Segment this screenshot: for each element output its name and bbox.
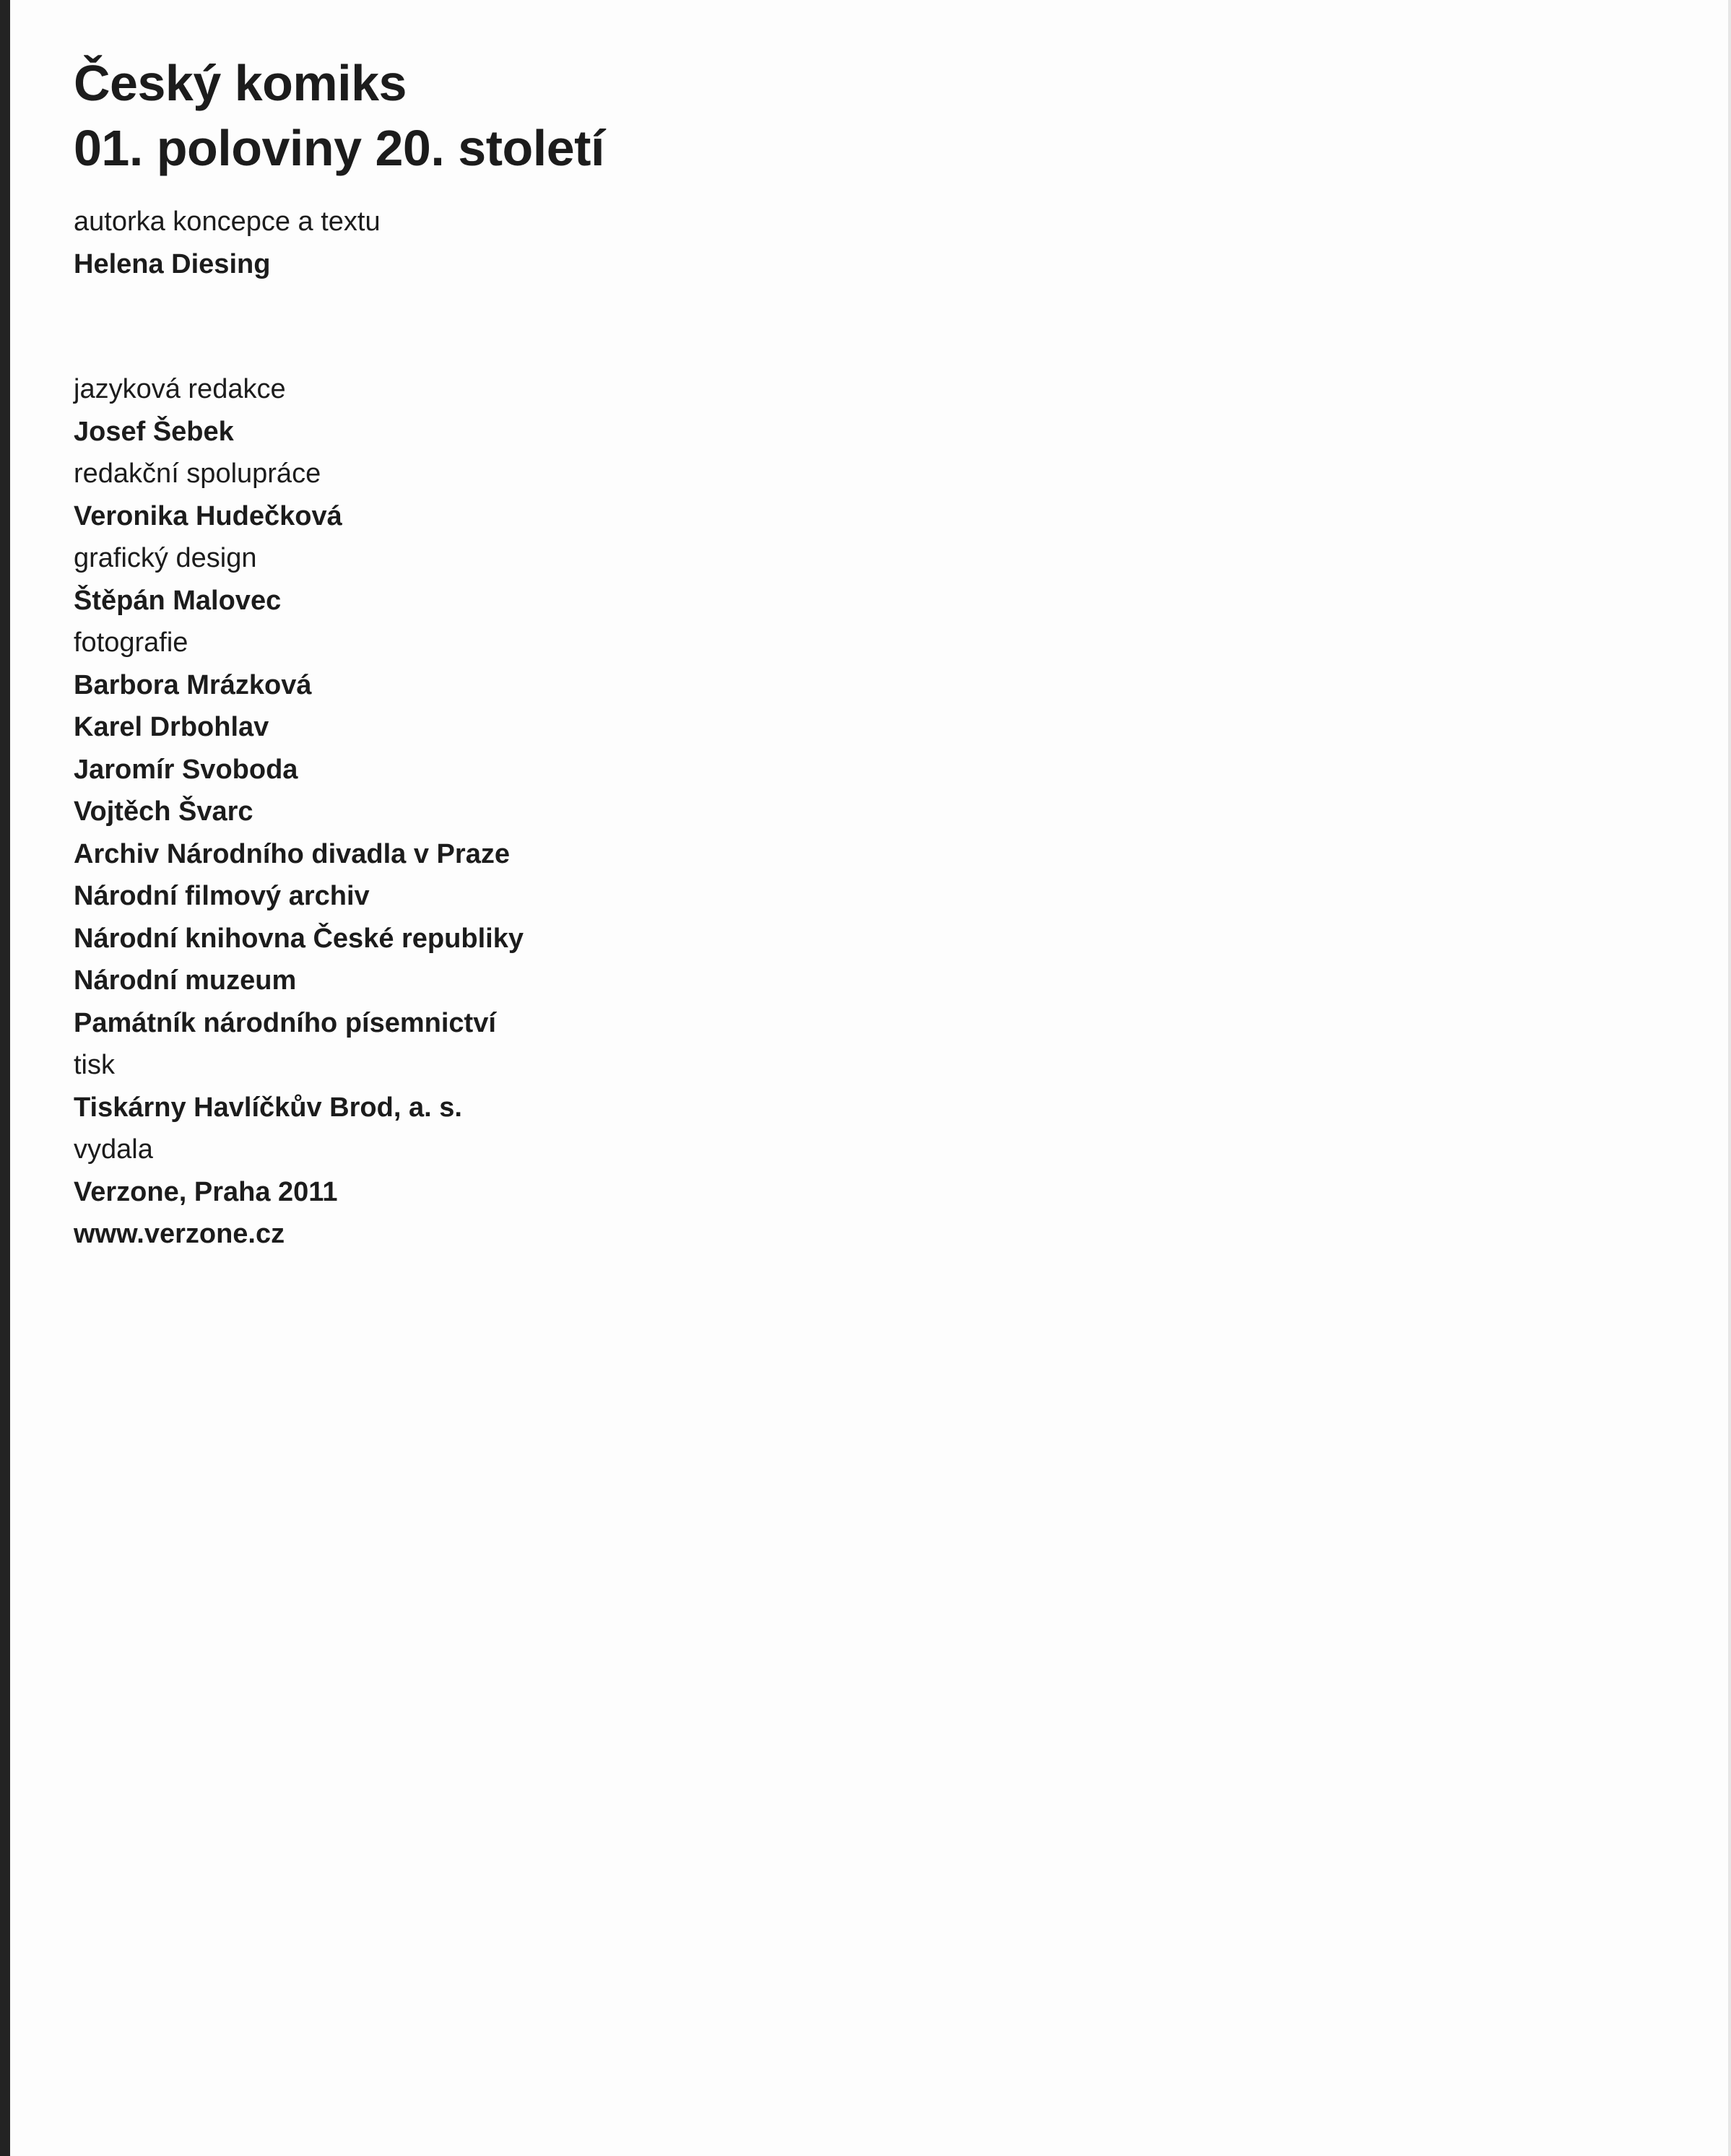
- credit-name: Verzone, Praha 2011: [74, 1176, 338, 1207]
- credit-name: Národní muzeum: [74, 965, 297, 996]
- page-spine-edge: [0, 0, 10, 2156]
- credit-name: Josef Šebek: [74, 416, 234, 447]
- credits-list: [74, 368, 1085, 1256]
- credit-label-print: tisk: [74, 1050, 115, 1080]
- credit-name: Památník národního písemnictví: [74, 1007, 496, 1038]
- credit-name: Karel Drbohlav: [74, 712, 269, 742]
- publisher-website: www.verzone.cz: [74, 1219, 285, 1249]
- credit-label-language-editing: jazyková redakce: [74, 374, 286, 404]
- colophon: [74, 51, 1085, 1256]
- credit-name: Národní knihovna České republiky: [74, 923, 524, 954]
- credit-label-photography: fotografie: [74, 627, 188, 658]
- credit-name: Tiskárny Havlíčkův Brod, a. s.: [74, 1092, 462, 1123]
- credit-name: Archiv Národního divadla v Praze: [74, 838, 510, 869]
- credit-name: Národní filmový archiv: [74, 881, 370, 911]
- author-name: Helena Diesing: [74, 248, 271, 279]
- author-label: autorka koncepce a textu: [74, 207, 381, 237]
- author-block: [74, 201, 1085, 285]
- book-title-line-1: Český komiks: [74, 55, 407, 111]
- book-title: [74, 51, 1085, 181]
- credit-name: Jaromír Svoboda: [74, 754, 298, 785]
- page-right-edge: [1728, 0, 1731, 2156]
- credit-label-publisher: vydala: [74, 1134, 153, 1165]
- book-title-line-2: 01. poloviny 20. století: [74, 120, 604, 176]
- credit-label-graphic-design: grafický design: [74, 543, 257, 573]
- credit-name: Vojtěch Švarc: [74, 796, 253, 827]
- credit-name: Veronika Hudečková: [74, 500, 342, 531]
- credit-name: Štěpán Malovec: [74, 585, 282, 616]
- credit-label-editorial-cooperation: redakční spolupráce: [74, 458, 321, 489]
- credit-name: Barbora Mrázková: [74, 669, 312, 700]
